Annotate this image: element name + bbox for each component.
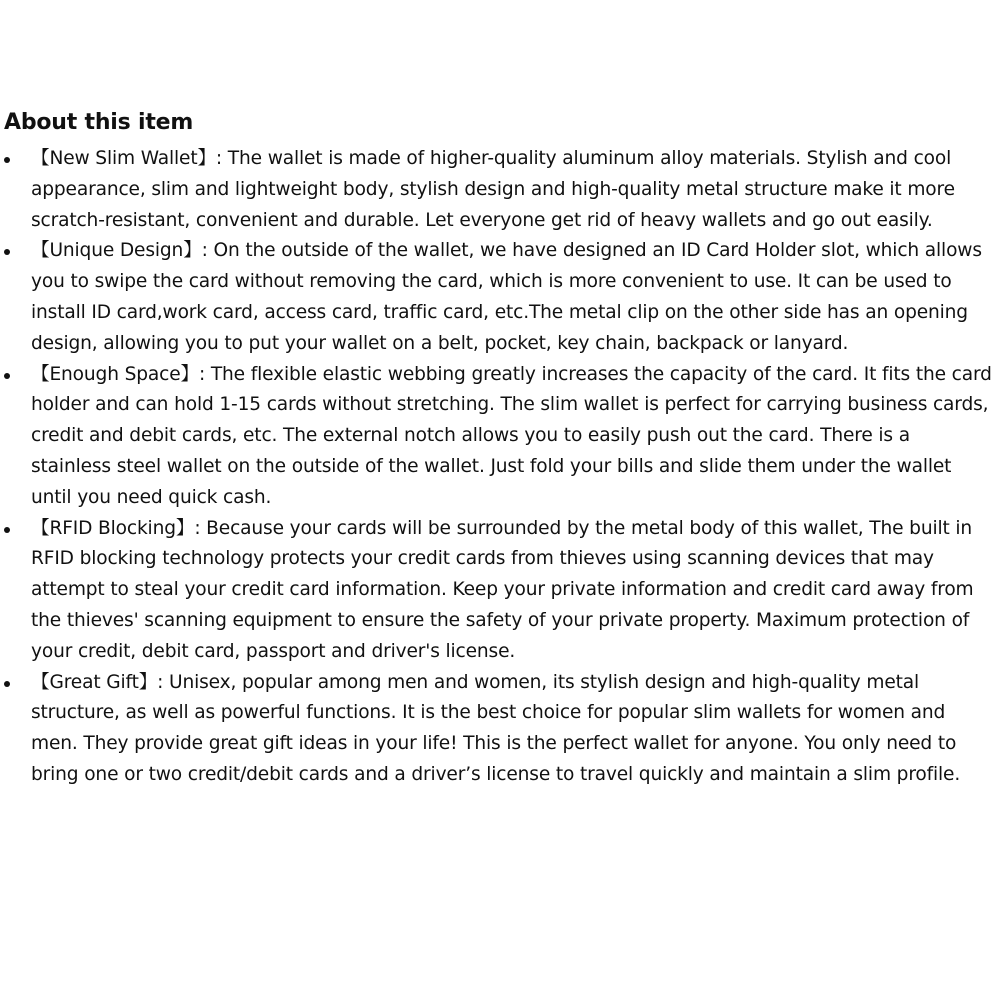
bullet-dot-icon [4, 681, 10, 687]
bullet-dot-icon [4, 249, 10, 255]
bullet-heading: 【RFID Blocking】 [31, 517, 195, 539]
bullet-text: : The wallet is made of higher-quality aluminum alloy materials. Stylish and cool appearance, slim and lightweight body, stylish design and high-quality metal structure make it more scratch-resistant, convenient and durable. Let everyone get rid of heavy wallets and go out easily. [31, 148, 955, 231]
bullet-heading: 【Unique Design】 [31, 240, 202, 262]
feature-bullet-list [4, 144, 994, 791]
feature-bullet-rfid-blocking [4, 514, 994, 668]
section-title: About this item [4, 110, 194, 135]
bullet-heading: 【Great Gift】 [31, 671, 158, 693]
feature-bullet-great-gift [4, 668, 994, 791]
feature-bullet-unique-design [4, 236, 994, 359]
bullet-text: : Because your cards will be surrounded by the metal body of this wallet, The built in RFID blocking technology protects your credit cards from thieves using scanning devices that may attempt to steal your credit card information. Keep your private information and credit card away from the thieves' scanning equipment to ensure the safety of your private property. Maximum protection of your credit, debit card, passport and driver's license. [31, 517, 974, 662]
bullet-dot-icon [4, 157, 10, 163]
about-this-item-section [4, 108, 994, 791]
bullet-text: : Unisex, popular among men and women, its stylish design and high-quality metal structure, as well as powerful functions. It is the best choice for popular slim wallets for women and men. They provide great gift ideas in your life! This is the perfect wallet for anyone. You only need to bring one or two credit/debit cards and a driver’s license to travel quickly and maintain a slim profile. [31, 671, 961, 785]
bullet-heading: 【New Slim Wallet】 [31, 148, 216, 169]
bullet-dot-icon [4, 527, 10, 533]
bullet-dot-icon [4, 373, 10, 379]
bullet-heading: 【Enough Space】 [31, 363, 199, 385]
bullet-text: : On the outside of the wallet, we have designed an ID Card Holder slot, which allows you to swipe the card without removing the card, which is more convenient to use. It can be used to install ID card,work card, access card, traffic card, etc.The metal clip on the other side has an opening design, allowing you to put your wallet on a belt, pocket, key chain, backpack or lanyard. [31, 240, 982, 354]
feature-bullet-new-slim-wallet [4, 144, 994, 236]
feature-bullet-enough-space [4, 360, 994, 514]
bullet-text: : The flexible elastic webbing greatly increases the capacity of the card. It fits the card holder and can hold 1-15 cards without stretching. The slim wallet is perfect for carrying business cards, credit and debit cards, etc. The external notch allows you to easily push out the card. There is a stainless steel wallet on the outside of the wallet. Just fold your bills and slide them under the wallet until you need quick cash. [31, 363, 992, 508]
